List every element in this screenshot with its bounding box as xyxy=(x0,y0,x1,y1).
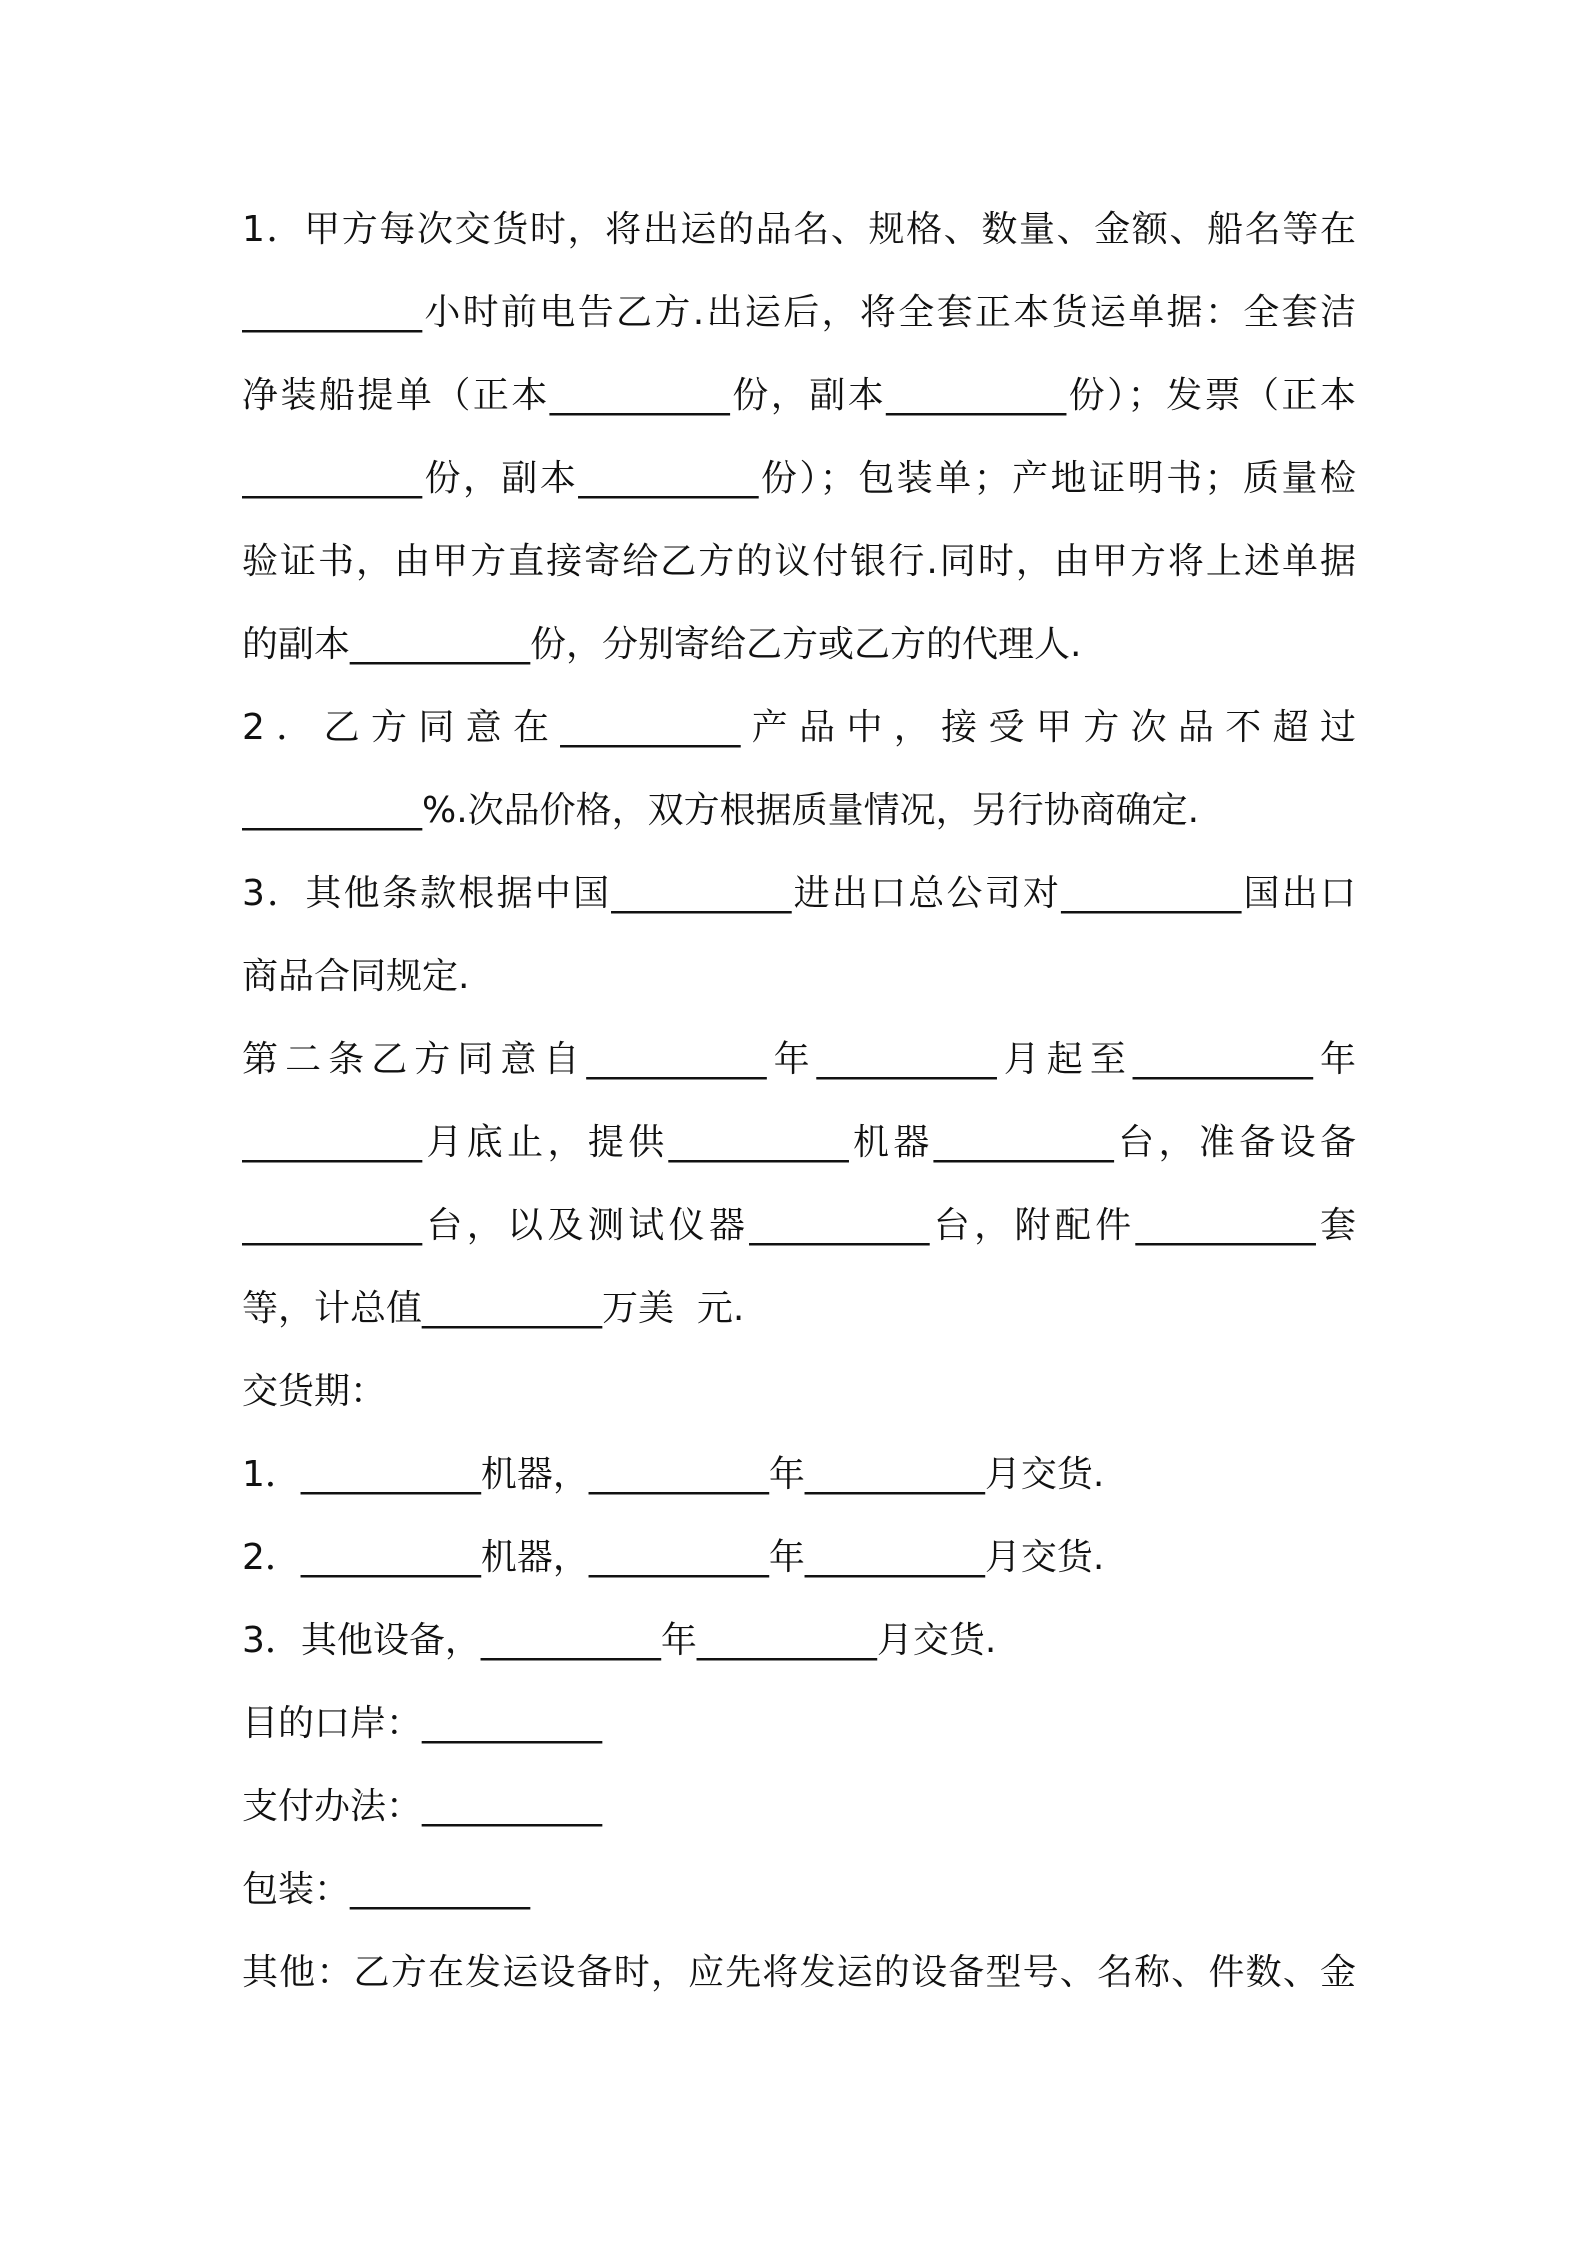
text-line: 3．其他条款根据中国__________进出口总公司对__________国出口 xyxy=(242,873,1356,914)
text-line: __________小时前电告乙方.出运后，将全套正本货运单据：全套洁 xyxy=(242,292,1356,333)
text-line: 包装：__________ xyxy=(242,1869,531,1910)
text-line: __________台，以及测试仪器__________台，附配件__________套 xyxy=(242,1205,1356,1246)
text-line: 的副本__________份，分别寄给乙方或乙方的代理人. xyxy=(242,624,1082,665)
text-line: 2．__________机器，__________年__________月交货. xyxy=(242,1537,1105,1578)
text-line: 支付办法：__________ xyxy=(242,1786,603,1827)
text-line: __________%.次品价格，双方根据质量情况，另行协商确定. xyxy=(242,790,1200,831)
text-line: 其他：乙方在发运设备时，应先将发运的设备型号、名称、件数、金 xyxy=(242,1952,1356,1993)
text-line: 目的口岸：__________ xyxy=(242,1703,603,1744)
text-line: 3．其他设备，__________年__________月交货. xyxy=(242,1620,997,1661)
text-line: 验证书，由甲方直接寄给乙方的议付银行.同时，由甲方将上述单据 xyxy=(242,541,1356,582)
text-line: 等，计总值__________万美 元. xyxy=(242,1288,745,1329)
text-line: 1．__________机器，__________年__________月交货. xyxy=(242,1454,1105,1495)
text-line: 交货期： xyxy=(242,1371,387,1412)
text-line: 商品合同规定. xyxy=(242,956,470,997)
text-line: 2．乙方同意在__________产品中，接受甲方次品不超过 xyxy=(242,707,1356,748)
text-line: __________月底止，提供__________机器__________台，准备设备 xyxy=(242,1122,1356,1163)
text-line: 净装船提单（正本__________份，副本__________份）；发票（正本 xyxy=(242,375,1356,416)
text-line: 第二条乙方同意自__________年__________月起至__________年 xyxy=(242,1039,1356,1080)
text-line: 1．甲方每次交货时，将出运的品名、规格、数量、金额、船名等在 xyxy=(242,209,1356,250)
text-line: __________份，副本__________份）；包装单；产地证明书；质量检 xyxy=(242,458,1356,499)
contract-body xyxy=(242,188,1356,2014)
